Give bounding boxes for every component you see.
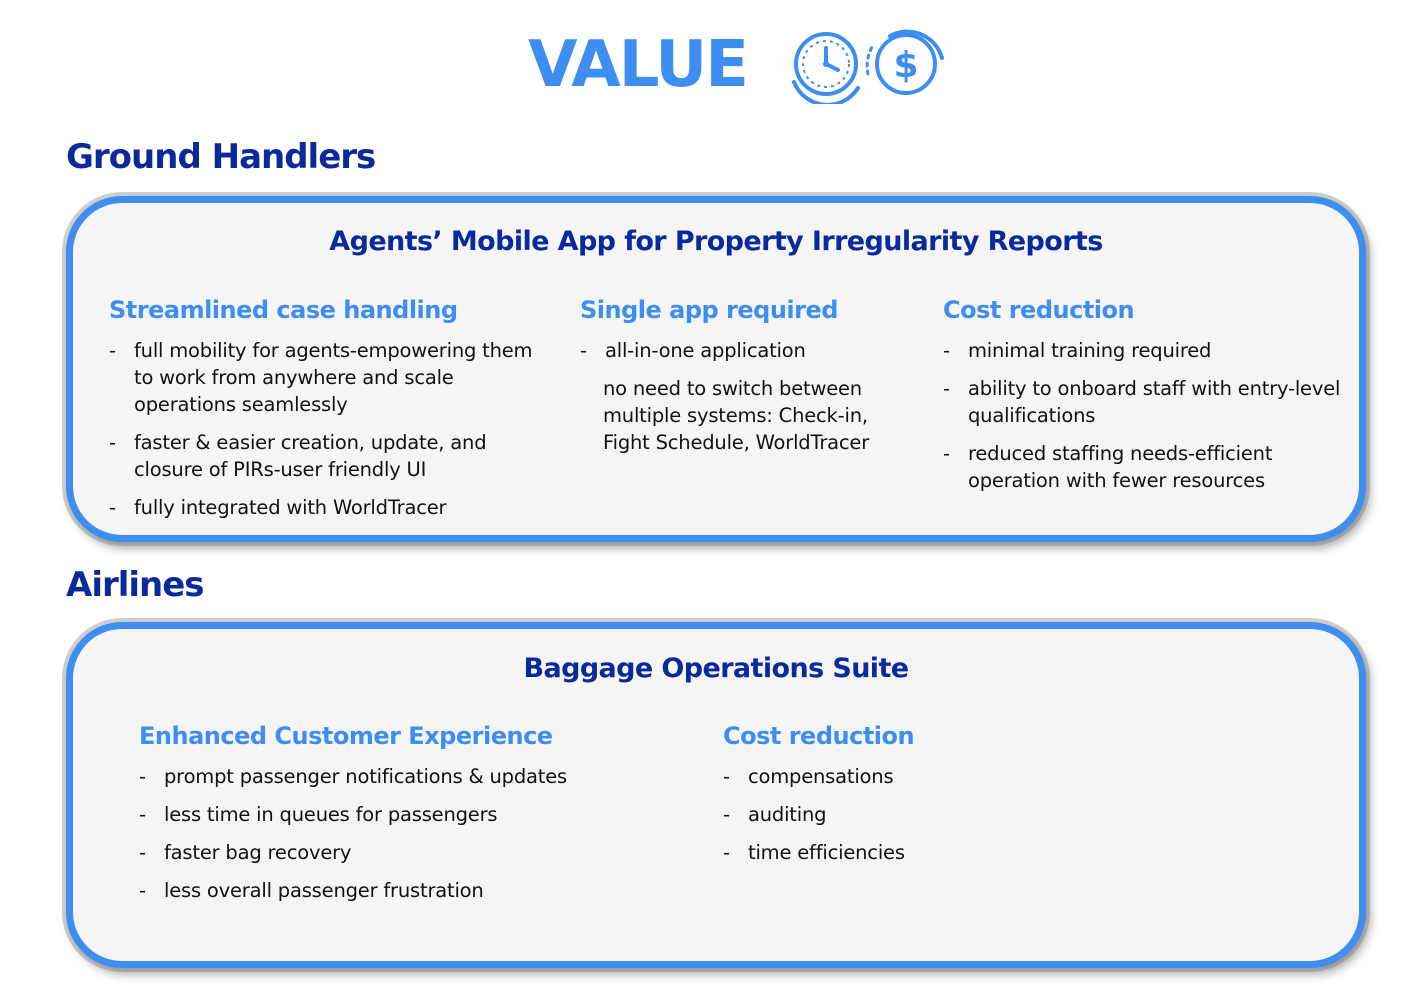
column-single-app-required xyxy=(580,295,920,456)
column-cost-reduction xyxy=(943,295,1363,505)
page-title: VALUE xyxy=(528,28,747,102)
bullet-list xyxy=(723,763,1143,866)
list-item: - compensations xyxy=(723,765,894,788)
list-item: - faster bag recovery xyxy=(139,841,352,864)
list-item: - fully integrated with WorldTracer xyxy=(109,496,447,519)
clock-and-dollar-coin-icon xyxy=(786,24,946,104)
section-heading-ground-handlers: Ground Handlers xyxy=(66,137,376,177)
list-item: - less overall passenger frustration xyxy=(139,879,484,902)
column-title: Single app required xyxy=(580,296,838,324)
list-item: - ability to onboard staff with entry-level qualifications xyxy=(943,377,1341,427)
list-item: - time efficiencies xyxy=(723,841,905,864)
svg-text:$: $ xyxy=(893,45,919,86)
list-item: - all-in-one application xyxy=(580,339,806,362)
bullet-list xyxy=(580,337,920,364)
card-title: Agents’ Mobile App for Property Irregularity Reports xyxy=(329,226,1103,257)
section-heading-airlines: Airlines xyxy=(66,565,204,605)
column-title: Streamlined case handling xyxy=(109,296,458,324)
column-cost-reduction xyxy=(723,721,1143,877)
column-title: Cost reduction xyxy=(723,722,915,750)
card-agents-mobile-app xyxy=(66,196,1366,542)
list-item: - prompt passenger notifications & updates xyxy=(139,765,567,788)
column-streamlined-case-handling xyxy=(109,295,549,532)
list-item: - full mobility for agents-empowering them to work from anywhere and scale operations seamlessly xyxy=(109,339,533,416)
bullet-list xyxy=(943,337,1363,494)
list-item: - less time in queues for passengers xyxy=(139,803,498,826)
column-title: Cost reduction xyxy=(943,296,1135,324)
bullet-list xyxy=(109,337,549,521)
list-item: - reduced staffing needs-efficient operation with fewer resources xyxy=(943,442,1273,492)
card-title: Baggage Operations Suite xyxy=(523,653,909,684)
bullet-list xyxy=(139,763,659,904)
list-item: - faster & easier creation, update, and closure of PIRs-user friendly UI xyxy=(109,431,487,481)
list-item: - auditing xyxy=(723,803,827,826)
column-note: no need to switch between multiple systems: Check-in, Fight Schedule, WorldTracer xyxy=(603,377,870,454)
list-item: - minimal training required xyxy=(943,339,1212,362)
column-enhanced-customer-experience xyxy=(139,721,659,915)
column-title: Enhanced Customer Experience xyxy=(139,722,553,750)
card-baggage-operations-suite xyxy=(66,622,1366,968)
page-header xyxy=(0,22,1424,112)
